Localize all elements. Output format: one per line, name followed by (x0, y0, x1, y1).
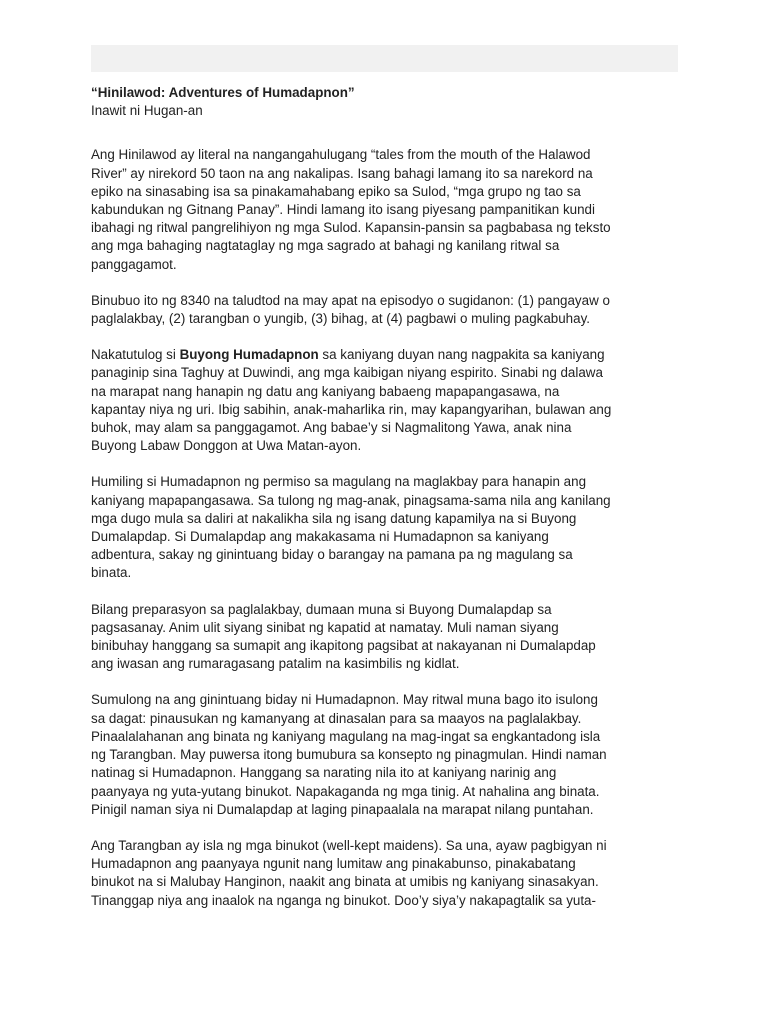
text-line: natinag si Humadapnon. Hanggang sa narating nila ito at kaniyang narinig ang (91, 765, 557, 781)
top-banner-bar (91, 45, 678, 72)
text-line (91, 346, 691, 364)
text-line: Sumulong na ang ginintuang biday ni Humadapnon. May ritwal muna bago ito isulong (91, 692, 598, 708)
paragraph-6 (91, 691, 691, 818)
text-run: sa kaniyang duyan nang nagpakita sa kaniyang (318, 347, 605, 363)
document-subtitle: Inawit ni Hugan-an (91, 103, 203, 119)
text-line: kapantay niya ng uri. Ibig sabihin, anak-maharlika rin, may kapangyarihan, bulawan ang (91, 401, 612, 417)
text-line: adbentura, sakay ng ginintuang biday o barangay na pamana pa ng magulang sa (91, 547, 573, 563)
text-line: paanyaya ng yuta-yutang binukot. Napakaganda ng mga tinig. At nahalina ang binata. (91, 783, 600, 799)
text-run: Nakatutulog si (91, 347, 180, 363)
text-line: ang mga bahaging nagtataglay ng mga sagrado at bahagi ng kanilang ritwal sa (91, 238, 560, 254)
document-title: “Hinilawod: Adventures of Humadapnon” (91, 85, 355, 100)
text-line: panggagamot. (91, 256, 177, 272)
text-line: panaginip sina Taghuy at Duwindi, ang mga kaibigan niyang espirito. Sinabi ng dalawa (91, 365, 603, 381)
text-line: Buyong Labaw Donggon at Uwa Matan-ayon. (91, 438, 362, 454)
text-line: kabundukan ng Gitnang Panay”. Hindi lamang ito isang piyesang pampanitikan kundi (91, 202, 595, 218)
text-line: kaniyang mapapangasawa. Sa tulong ng mag-anak, pinagsama-sama nila ang kanilang (91, 492, 611, 508)
text-line: ng Tarangban. May puwersa itong bumubura sa konsepto ng pinagmulan. Hindi naman (91, 747, 607, 763)
text-line: sa dagat: pinausukan ng kamanyang at dinasalan para sa maayos na paglalakbay. (91, 710, 582, 726)
text-line: epiko na sinasabing isa sa pinakamahabang epiko sa Sulod, “mga grupo ng tao sa (91, 183, 581, 199)
text-line: Pinigil naman siya ni Dumalapdap at laging pinapaalala na marapat nilang puntahan. (91, 801, 594, 817)
text-line: Bilang preparasyon sa paglalakbay, dumaan muna si Buyong Dumalapdap sa (91, 601, 552, 617)
text-line: binukot na si Malubay Hanginon, naakit ang binata at umibis ng kaniyang sinasakyan. (91, 874, 599, 890)
text-line: ibahagi ng ritwal pangrelihiyon ng mga Sulod. Kapansin-pansin sa pagbabasa ng teksto (91, 220, 611, 236)
paragraph-4 (91, 473, 691, 582)
text-line: Pinaalalahanan ang binata ng kaniyang magulang na mag-ingat sa engkantadong isla (91, 728, 601, 744)
text-line: Ang Tarangban ay isla ng mga binukot (well-kept maidens). Sa una, ayaw pagbigyan ni (91, 837, 607, 853)
bold-name: Buyong Humadapnon (179, 347, 319, 363)
paragraph-5 (91, 601, 691, 674)
text-line: Binubuo ito ng 8340 na taludtod na may apat na episodyo o sugidanon: (1) pangayaw o (91, 292, 610, 308)
text-line: River” ay nirekord 50 taon na ang nakalipas. Isang bahagi lamang ito sa narekord na (91, 165, 593, 181)
text-line: binibuhay hanggang sa sumapit ang ikapitong pagsibat at nakayanan ni Dumalapdap (91, 638, 596, 654)
document-body (91, 84, 691, 928)
text-line: Humiling si Humadapnon ng permiso sa magulang na maglakbay para hanapin ang (91, 474, 587, 490)
paragraph-3 (91, 346, 691, 455)
text-line: na marapat nang hanapin ng datu ang kaniyang babaeng mapapangasawa, na (91, 383, 560, 399)
paragraph-7 (91, 837, 691, 910)
text-line: buhok, may alam sa panggagamot. Ang babae’y si Nagmalitong Yawa, anak nina (91, 420, 572, 436)
text-line: pagsasanay. Anim ulit siyang sinibat ng kapatid at namatay. Muli naman siyang (91, 619, 559, 635)
text-line: Dumalapdap. Si Dumalapdap ang makakasama ni Humadapnon sa kaniyang (91, 529, 549, 545)
paragraph-1 (91, 146, 691, 273)
text-line: ang iwasan ang rumaragasang patalim na kasimbilis ng kidlat. (91, 656, 460, 672)
text-line: binata. (91, 565, 132, 581)
text-line: Tinanggap niya ang inaalok na nganga ng binukot. Doo’y siya’y nakapagtalik sa yuta- (91, 892, 596, 908)
text-line: mga dugo mula sa daliri at nakalikha sila ng isang datung kapamilya na si Buyong (91, 510, 577, 526)
text-line: Ang Hinilawod ay literal na nangangahulugang “tales from the mouth of the Halawod (91, 147, 591, 163)
paragraph-2 (91, 292, 691, 328)
text-line: paglalakbay, (2) tarangban o yungib, (3) bihag, at (4) pagbawi o muling pagkabuhay. (91, 311, 590, 327)
text-line: Humadapnon ang paanyaya ngunit nang lumitaw ang pinakabunso, pinakabatang (91, 856, 576, 872)
